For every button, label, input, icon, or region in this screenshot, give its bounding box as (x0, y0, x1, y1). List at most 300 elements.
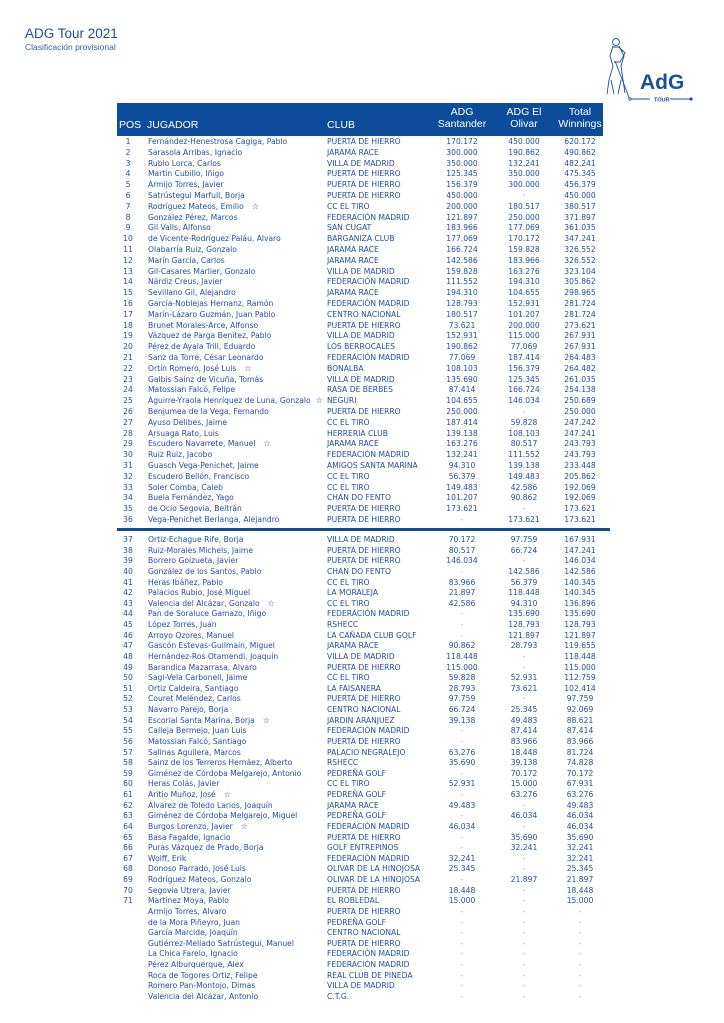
olivar-cell: - (522, 556, 526, 566)
player-name-cell: Sevillano Gil, Alejandro (148, 288, 236, 298)
total-cell: 35.690 (566, 832, 594, 842)
club-cell: FEDERACIÓN MADRID (327, 212, 410, 222)
olivar-cell: - (522, 917, 526, 927)
player-name-cell: Heras Ibáñez, Pablo (148, 577, 224, 587)
table-row (117, 652, 603, 663)
table-row (117, 886, 603, 897)
club-cell: FEDERACIÓN MADRID (327, 821, 410, 831)
player-name-cell: Escudero Navarrete, Manuel (148, 439, 256, 449)
total-cell: 167.931 (564, 535, 596, 544)
olivar-cell: 15.000 (510, 779, 538, 789)
position-cell: 51 (123, 683, 133, 693)
player-name-cell: Pérez Alburquerque, Alex (148, 960, 244, 969)
club-cell: JARAMA RACE (327, 255, 379, 265)
total-cell: 361.035 (564, 223, 596, 233)
position-cell: 13 (123, 266, 133, 276)
player-name-cell: Arsuaga Rato, Luis (148, 428, 219, 438)
santander-cell: - (460, 736, 464, 746)
club-cell: FEDERACIÓN MADRID (327, 450, 410, 460)
olivar-cell: 83.966 (510, 736, 538, 746)
olivar-cell: 25.345 (510, 705, 538, 714)
club-cell: GOLF ENTREPINOS (327, 843, 399, 853)
player-name-cell: Donoso Parrado, José Luis (148, 864, 246, 874)
header-pos: POS (119, 119, 142, 131)
player-name-cell: Buela Fernández, Yago (148, 493, 234, 503)
olivar-cell: 80.517 (510, 439, 538, 449)
santander-cell: 350.000 (446, 158, 478, 168)
olivar-cell: 163.276 (508, 266, 540, 276)
star-icon: ☆ (267, 598, 275, 608)
table-row (117, 737, 603, 748)
club-cell: BARGANIZA CLUB (327, 234, 395, 244)
position-cell: 53 (123, 705, 133, 714)
position-cell: 50 (123, 673, 133, 683)
player-name-cell: Ayuso Delibes, Jaime (148, 417, 228, 427)
position-cell: 65 (123, 832, 133, 842)
club-cell: LA MORALEJA (327, 588, 379, 598)
total-cell: 305.862 (564, 277, 596, 287)
position-cell: 31 (123, 460, 133, 470)
club-cell: FEDERACIÓN MADRID (327, 949, 410, 959)
santander-cell: 149.483 (446, 482, 478, 492)
olivar-cell: 190.862 (508, 147, 540, 157)
player-name-cell: Aguirre-Yraola Henríquez de Luna, Gonzalo (148, 396, 311, 406)
santander-cell: 83.966 (448, 577, 476, 587)
club-cell: CENTRO NACIONAL (327, 928, 401, 938)
player-name-cell: Ortín Romero, José Luis (148, 363, 237, 373)
star-icon: ☆ (251, 201, 259, 211)
olivar-cell: 152.931 (508, 298, 540, 308)
olivar-cell: - (522, 864, 526, 874)
player-name-cell: Gil-Casares Marlier, Gonzalo (148, 266, 256, 276)
olivar-cell: 121.897 (508, 630, 540, 640)
position-cell: 6 (125, 190, 131, 200)
position-cell: 37 (123, 535, 133, 544)
position-cell: 67 (123, 853, 133, 863)
santander-cell: 70.172 (448, 535, 476, 544)
olivar-cell: 108.103 (508, 428, 540, 438)
santander-cell: 166.724 (446, 244, 478, 254)
position-cell: 19 (123, 331, 133, 341)
total-cell: 128.793 (564, 620, 596, 629)
position-cell: 16 (123, 298, 133, 308)
club-cell: JARDIN ARANJUEZ (327, 715, 395, 725)
total-cell: 205.862 (564, 471, 596, 481)
club-cell: JARAMA RACE (327, 147, 379, 157)
club-cell: FEDERACIÓN MADRID (327, 960, 410, 969)
player-name-cell: Palacios Rubio, José Miguel (148, 588, 251, 598)
club-cell: PUERTA DE HIERRO (327, 832, 401, 842)
position-cell: 54 (123, 715, 133, 725)
total-cell: 112.759 (564, 673, 596, 683)
header-club: CLUB (327, 119, 356, 131)
position-cell: 39 (123, 556, 133, 566)
player-name-cell: Burgos Lorenzo, Javier (148, 821, 233, 831)
club-cell: FEDERACIÓN MADRID (327, 277, 410, 287)
table-row (117, 385, 603, 396)
santander-cell: 128.793 (446, 298, 478, 308)
santander-cell: 142.586 (446, 255, 478, 265)
table-row (117, 267, 603, 278)
club-cell: JARAMA RACE (327, 800, 379, 810)
player-name-cell: Soler Comba, Caleb (148, 482, 223, 492)
olivar-cell: 156.379 (508, 363, 540, 373)
total-cell: 250.000 (564, 406, 596, 416)
club-cell: RSHECC (327, 758, 359, 768)
total-cell: 326.552 (564, 244, 596, 254)
club-cell: CC EL TIRO (327, 779, 370, 789)
table-row (117, 277, 603, 288)
position-cell: 7 (125, 201, 131, 211)
player-name-cell: Ruiz-Morales Michels, Jaime (148, 545, 253, 555)
olivar-cell: 111.552 (508, 450, 540, 460)
table-row (117, 483, 603, 494)
player-name-cell: González Pérez, Marcos (148, 212, 238, 222)
total-cell: 192.069 (564, 482, 596, 492)
santander-cell: 173.621 (446, 504, 478, 514)
santander-cell: 108.103 (446, 363, 478, 373)
position-cell: 33 (123, 482, 133, 492)
total-cell: 135.690 (564, 609, 596, 619)
olivar-cell: 18.448 (510, 747, 538, 757)
olivar-cell: 350.000 (508, 169, 540, 179)
santander-cell: 170.172 (446, 137, 478, 146)
star-icon: ☆ (262, 715, 270, 725)
club-cell: PUERTA DE HIERRO (327, 190, 401, 200)
santander-cell: 25.345 (448, 864, 476, 874)
santander-cell: 52.931 (448, 779, 476, 789)
player-name-cell: Navarro Parejo, Borja (148, 705, 229, 714)
player-name-cell: Rodríguez Mateos, Emilio (148, 201, 244, 211)
table-row (117, 213, 603, 224)
club-cell: CHAN DO FENTO (327, 566, 392, 576)
club-cell: VILLA DE MADRID (327, 331, 395, 341)
header-santander-line2: Santander (437, 118, 487, 130)
santander-cell: - (460, 790, 464, 799)
total-cell: 371.897 (564, 212, 596, 222)
position-cell: 45 (123, 620, 133, 629)
player-name-cell: Gascón Estevas-Guilmain, Miguel (148, 641, 275, 651)
santander-cell: 73.621 (448, 320, 476, 330)
santander-cell: 190.862 (446, 342, 478, 352)
table-row (117, 907, 603, 918)
club-cell: PUERTA DE HIERRO (327, 662, 401, 672)
santander-cell: 250.000 (446, 406, 478, 416)
club-cell: PUERTA DE HIERRO (327, 406, 401, 416)
position-cell: 3 (125, 158, 131, 168)
olivar-cell: 132.241 (508, 158, 540, 168)
total-cell: 281.724 (564, 298, 596, 308)
club-cell: CENTRO NACIONAL (327, 309, 401, 319)
olivar-cell: - (522, 821, 526, 831)
santander-cell: 194.310 (446, 288, 478, 298)
golfer-icon (604, 36, 708, 104)
position-cell: 59 (123, 768, 133, 778)
club-cell: FEDERACIÓN MADRID (327, 298, 410, 308)
olivar-cell: - (522, 662, 526, 672)
table-row (117, 439, 603, 450)
olivar-cell: 77.069 (510, 342, 538, 352)
total-cell: 32.241 (566, 853, 594, 863)
santander-cell: 18.448 (448, 885, 476, 895)
olivar-cell: 59.828 (510, 417, 538, 427)
table-row (117, 472, 603, 483)
position-cell: 27 (123, 417, 133, 427)
player-name-cell: Calleja Bermejo, Juan Luis (148, 726, 247, 736)
page-subtitle: Clasificación provisional (25, 42, 116, 52)
table-row (117, 429, 603, 440)
club-cell: PEDREÑA GOLF (327, 768, 387, 778)
table-row (117, 353, 603, 364)
player-name-cell: Ruiz Ruiz, Jacobo (148, 450, 213, 460)
santander-cell: - (460, 928, 464, 938)
position-cell: 58 (123, 758, 133, 768)
santander-cell: 139.138 (446, 428, 478, 438)
santander-cell: - (460, 630, 464, 640)
table-row (117, 169, 603, 180)
table-row (117, 418, 603, 429)
position-cell: 12 (123, 255, 133, 265)
olivar-cell: 200.000 (508, 320, 540, 330)
total-cell: 450.000 (564, 190, 596, 200)
santander-cell: 66.724 (448, 705, 476, 714)
total-cell: 261.035 (564, 374, 596, 384)
player-name-cell: Arroyo Ozores, Manuel (148, 630, 234, 640)
table-row (117, 875, 603, 886)
club-cell: PUERTA DE HIERRO (327, 906, 401, 916)
club-cell: CC EL TIRO (327, 482, 370, 492)
player-name-cell: Wolff, Erik (148, 853, 187, 863)
olivar-cell: - (522, 190, 526, 200)
player-name-cell: Olabarría Ruiz, Gonzalo (148, 244, 237, 254)
olivar-cell: 128.793 (508, 620, 540, 629)
position-cell: 52 (123, 694, 133, 704)
santander-cell: - (460, 917, 464, 927)
club-cell: PUERTA DE HIERRO (327, 938, 401, 948)
santander-cell: 132.241 (446, 450, 478, 460)
santander-cell: 135.690 (446, 374, 478, 384)
position-cell: 28 (123, 428, 133, 438)
santander-cell: 187.414 (446, 417, 478, 427)
total-cell: - (578, 928, 582, 938)
total-cell: 63.276 (566, 790, 594, 799)
position-cell: 34 (123, 493, 133, 503)
total-cell: 70.172 (566, 768, 594, 778)
olivar-cell: 97.759 (510, 535, 538, 544)
player-name-cell: Barandica Mazarrasa, Alvaro (148, 662, 257, 672)
position-cell: 44 (123, 609, 133, 619)
olivar-cell: 300.000 (508, 180, 540, 190)
olivar-cell: 104.655 (508, 288, 540, 298)
olivar-cell: 101.207 (508, 309, 540, 319)
position-cell: 8 (125, 212, 131, 222)
santander-cell: - (460, 609, 464, 619)
santander-cell: 35.690 (448, 758, 476, 768)
olivar-cell: 42.586 (510, 482, 538, 492)
total-cell: 18.448 (566, 885, 594, 895)
table-row (117, 223, 603, 234)
olivar-cell: 73.621 (510, 683, 538, 693)
club-cell: PUERTA DE HIERRO (327, 514, 401, 524)
santander-cell: - (460, 981, 464, 991)
table-row (117, 705, 603, 716)
position-cell: 20 (123, 342, 133, 352)
table-row (117, 450, 603, 461)
santander-cell: 80.517 (448, 545, 476, 555)
total-cell: 323.104 (564, 266, 596, 276)
santander-cell: 42.586 (448, 598, 476, 608)
star-icon: ☆ (223, 790, 231, 799)
table-row (117, 779, 603, 790)
table-row (117, 822, 603, 833)
table-row (117, 758, 603, 769)
table-row (117, 896, 603, 907)
santander-cell: - (460, 843, 464, 853)
table-row (117, 515, 603, 526)
total-cell: 264.483 (564, 352, 596, 362)
total-cell: - (578, 917, 582, 927)
olivar-cell: 63.276 (510, 790, 538, 799)
position-cell: 38 (123, 545, 133, 555)
total-cell: 142.586 (564, 566, 596, 576)
olivar-cell: 70.172 (510, 768, 538, 778)
position-cell: 62 (123, 800, 133, 810)
table-row (117, 504, 603, 515)
player-name-cell: Escorial Santa Marina, Borja (148, 715, 255, 725)
club-cell: EL ROBLEDAL (327, 896, 380, 906)
star-icon: ☆ (315, 396, 323, 406)
table-row (117, 234, 603, 245)
olivar-cell: 194.310 (508, 277, 540, 287)
player-name-cell: Brunet Morales-Arce, Alfonso (148, 320, 259, 330)
player-name-cell: Martín Cubillo, Iñigo (148, 169, 225, 179)
position-cell: 35 (123, 504, 133, 514)
player-name-cell: Nárdiz Creus, Javier (148, 277, 223, 287)
club-cell: CC EL TIRO (327, 673, 370, 683)
santander-cell: - (460, 832, 464, 842)
table-body-bottom (117, 535, 603, 1003)
table-row (117, 202, 603, 213)
santander-cell: 183.966 (446, 223, 478, 233)
total-cell: 81.724 (566, 747, 594, 757)
player-name-cell: de la Mora Piñeyro, Juan (148, 917, 240, 927)
table-row (117, 716, 603, 727)
club-cell: CENTRO NACIONAL (327, 705, 401, 714)
club-cell: CC EL TIRO (327, 598, 370, 608)
club-cell: PEDREÑA GOLF (327, 917, 387, 927)
olivar-cell: 35.690 (510, 832, 538, 842)
position-cell: 15 (123, 288, 133, 298)
position-cell: 4 (125, 169, 131, 179)
position-cell: 68 (123, 864, 133, 874)
club-cell: PUERTA DE HIERRO (327, 885, 401, 895)
club-cell: VILLA DE MADRID (327, 535, 395, 544)
olivar-cell: - (522, 981, 526, 991)
total-cell: - (578, 960, 582, 969)
club-cell: PUERTA DE HIERRO (327, 137, 401, 146)
club-cell: PALACIO NEGRALEJO (327, 747, 406, 757)
total-cell: 74.828 (566, 758, 594, 768)
santander-cell: - (460, 514, 464, 524)
total-cell: 380.517 (564, 201, 596, 211)
total-cell: - (578, 970, 582, 980)
santander-cell: 97.759 (448, 694, 476, 704)
header-total-line1: Total (568, 106, 592, 118)
table-row (117, 364, 603, 375)
table-row (117, 556, 603, 567)
table-row (117, 631, 603, 642)
olivar-cell: 250.000 (508, 212, 540, 222)
position-cell: 11 (123, 244, 133, 254)
total-cell: 15.000 (566, 896, 594, 906)
olivar-cell: 39.138 (510, 758, 538, 768)
olivar-cell: - (522, 406, 526, 416)
table-row (117, 609, 603, 620)
club-cell: VILLA DE MADRID (327, 651, 395, 661)
total-cell: 247.242 (564, 417, 596, 427)
position-cell: 46 (123, 630, 133, 640)
player-name-cell: Álvarez de Toledo Larios, Joaquín (148, 800, 273, 810)
table-row (117, 949, 603, 960)
table-row (117, 790, 603, 801)
total-cell: 21.897 (566, 875, 594, 884)
star-icon: ☆ (240, 821, 248, 831)
position-cell: 21 (123, 352, 133, 362)
player-name-cell: Sanz da Torre, César Leonardo (148, 352, 264, 362)
total-cell: 119.655 (564, 641, 596, 651)
santander-cell: 450.000 (446, 190, 478, 200)
total-cell: - (578, 906, 582, 916)
club-cell: CC EL TIRO (327, 577, 370, 587)
total-cell: 347.241 (564, 234, 596, 244)
club-cell: CC EL TIRO (327, 471, 370, 481)
olivar-cell: 90.862 (510, 493, 538, 503)
santander-cell: 177.069 (446, 234, 478, 244)
santander-cell: 46.034 (448, 821, 476, 831)
club-cell: VILLA DE MADRID (327, 158, 395, 168)
santander-cell: 118.448 (446, 651, 478, 661)
club-cell: PUERTA DE HIERRO (327, 556, 401, 566)
table-row (117, 535, 603, 546)
total-cell: 140.345 (564, 577, 596, 587)
header-olivar-line2: Olivar (510, 118, 538, 130)
club-cell: SAN CUGAT (327, 223, 372, 233)
svg-text:TOUR: TOUR (654, 97, 670, 104)
club-cell: PEDREÑA GOLF (327, 811, 387, 821)
santander-cell: 115.000 (446, 662, 478, 672)
club-cell: BONALBA (327, 363, 364, 373)
santander-cell: 111.552 (446, 277, 478, 287)
position-cell: 22 (123, 363, 133, 373)
table-row (117, 375, 603, 386)
total-cell: 298.965 (564, 288, 596, 298)
olivar-cell: 139.138 (508, 460, 540, 470)
santander-cell: 159.828 (446, 266, 478, 276)
olivar-cell: 118.448 (508, 588, 540, 598)
olivar-cell: 28.793 (510, 641, 538, 651)
cut-separator-line (117, 528, 610, 531)
table-row (117, 159, 603, 170)
total-cell: 136.896 (564, 598, 596, 608)
total-cell: 83.966 (566, 736, 594, 746)
table-row (117, 641, 603, 652)
total-cell: 281.724 (564, 309, 596, 319)
club-cell: HERRERIA CLUB (327, 428, 388, 438)
table-row (117, 694, 603, 705)
position-cell: 71 (123, 896, 133, 906)
club-cell: PUERTA DE HIERRO (327, 545, 401, 555)
club-cell: OLIVAR DE LA HINOJOSA (327, 864, 421, 874)
